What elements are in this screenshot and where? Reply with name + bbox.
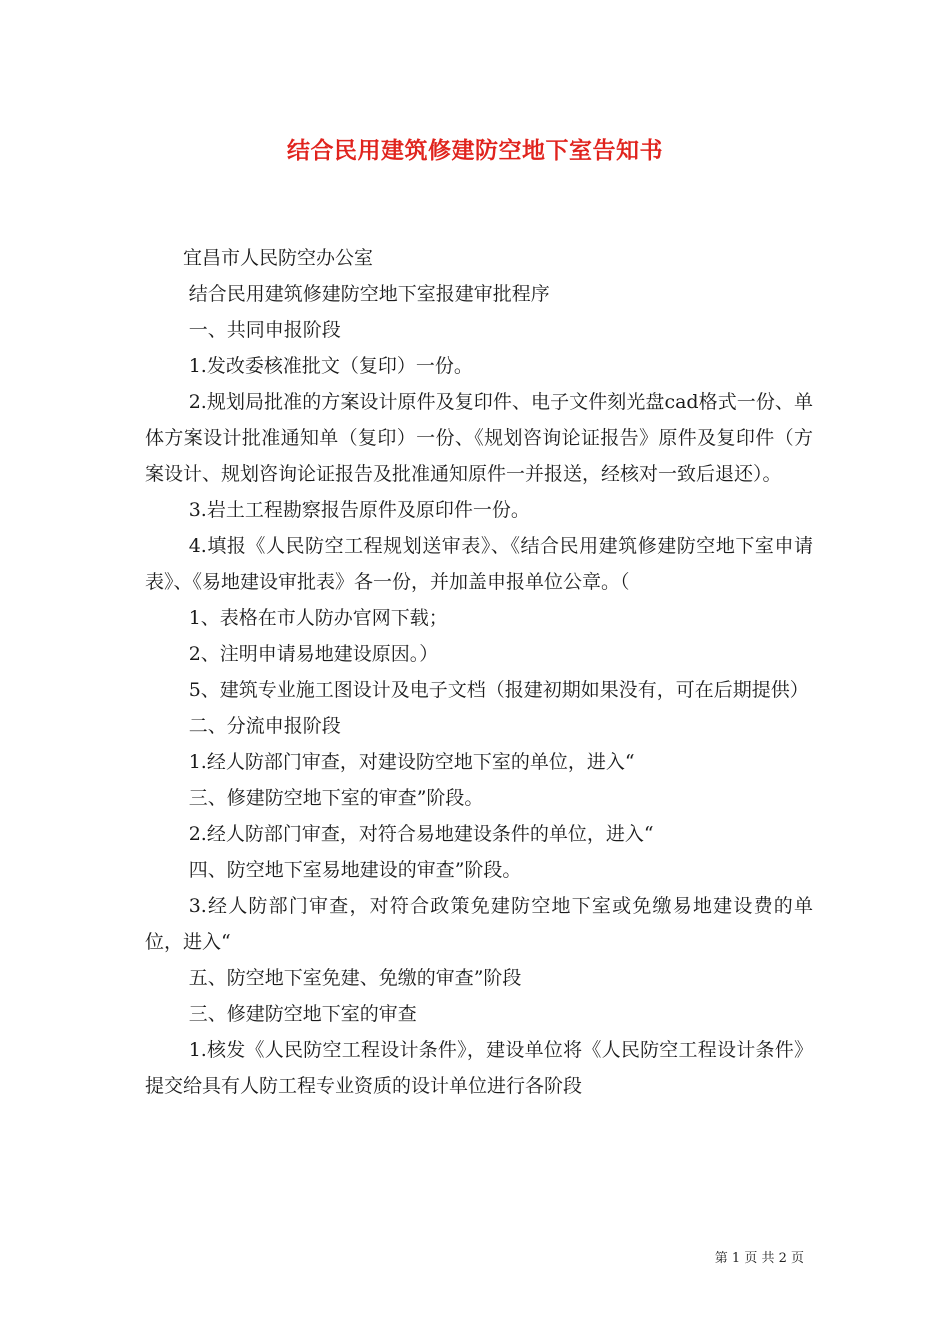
paragraph-item: 2.经人防部门审查，对符合易地建设条件的单位，进入“	[188, 823, 654, 845]
paragraph-item: 4.填报《人民防空工程规划送审表》、《结合民用建筑修建防空地下室申请表》、《易地建设审批表》各一份，并加盖申报单位公章。（	[145, 535, 813, 593]
paragraph-item: 1、表格在市人防办官网下载；	[188, 607, 448, 629]
paragraph-item: 3.岩土工程勘察报告原件及原印件一份。	[188, 499, 530, 521]
paragraph-section-1-heading: 一、共同申报阶段	[188, 319, 341, 341]
paragraph-item: 3.经人防部门审查，对符合政策免建防空地下室或免缴易地建设费的单位，进入“	[145, 895, 813, 953]
paragraph-item: 五、防空地下室免建、免缴的审查”阶段	[188, 967, 522, 989]
page-number-footer: 第 1 页 共 2 页	[714, 1251, 804, 1266]
paragraph-procedure-heading: 结合民用建筑修建防空地下室报建审批程序	[188, 283, 550, 305]
paragraph-issuer: 宜昌市人民防空办公室	[183, 247, 374, 269]
document-title: 结合民用建筑修建防空地下室告知书	[287, 137, 663, 164]
document-body	[145, 240, 813, 1104]
paragraph-section-2-heading: 二、分流申报阶段	[188, 715, 341, 737]
paragraph-item: 2、注明申请易地建设原因。）	[188, 643, 439, 665]
paragraph-item: 1.发改委核准批文（复印）一份。	[188, 355, 473, 377]
paragraph-item: 1.经人防部门审查，对建设防空地下室的单位，进入“	[188, 751, 635, 773]
paragraph-item: 5、建筑专业施工图设计及电子文档（报建初期如果没有，可在后期提供）	[188, 679, 809, 701]
paragraph-item: 2.规划局批准的方案设计原件及复印件、电子文件刻光盘cad格式一份、单体方案设计批准通知单（复印）一份、《规划咨询论证报告》原件及复印件（方案设计、规划咨询论证报告及批准通知原件一并报送，经核对一致后退还）。	[145, 391, 813, 485]
paragraph-item: 四、防空地下室易地建设的审查”阶段。	[188, 859, 522, 881]
paragraph-item: 1.核发《人民防空工程设计条件》，建设单位将《人民防空工程设计条件》提交给具有人防工程专业资质的设计单位进行各阶段	[145, 1039, 813, 1097]
paragraph-section-3-heading: 三、修建防空地下室的审查	[188, 1003, 417, 1025]
paragraph-item: 三、修建防空地下室的审查”阶段。	[188, 787, 484, 809]
